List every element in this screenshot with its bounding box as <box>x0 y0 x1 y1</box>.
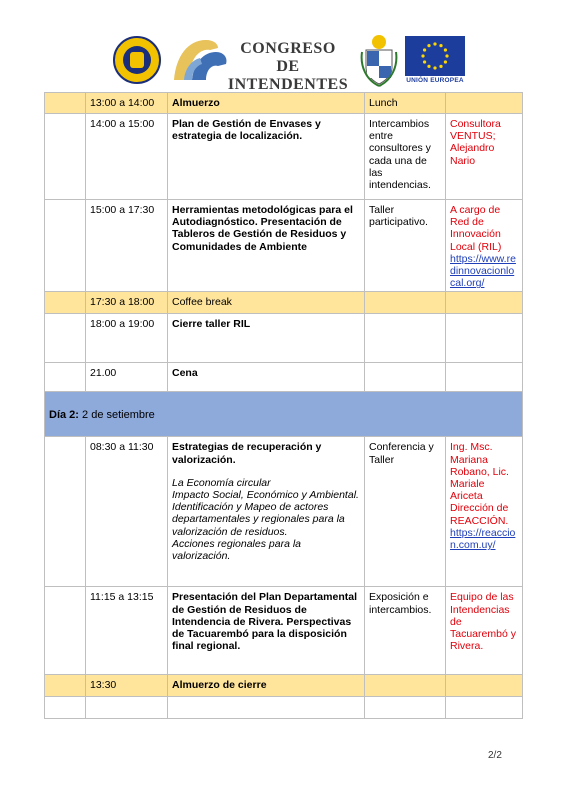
sub-item: Acciones regionales para la valorización. <box>172 537 301 563</box>
time-cell: 17:30 a 18:00 <box>86 292 168 314</box>
day-header-row <box>45 392 523 437</box>
schedule-row <box>45 437 523 587</box>
activity-cell: Cena <box>168 363 365 392</box>
sub-item: Impacto Social, Económico y Ambiental. <box>172 489 359 502</box>
responsible-text: A cargo de Red de Innovación Local (RIL) <box>450 204 502 253</box>
responsible-text: Ing. Msc. Mariana Robano, Lic. Mariale Ariceta Dirección de REACCIÓN. <box>450 441 509 527</box>
page-header <box>0 0 564 92</box>
eu-label: UNIÓN EUROPEA <box>406 77 464 84</box>
reaccion-link[interactable]: https://reaccion.com.uy/ <box>450 526 516 552</box>
method-cell <box>365 363 446 392</box>
blank-cell <box>45 437 86 587</box>
schedule-table <box>44 92 523 719</box>
method-cell: Intercambios entre consultores y cada una de las intendencias. <box>365 114 446 200</box>
blank-cell <box>365 697 446 719</box>
time-cell: 08:30 a 11:30 <box>86 437 168 587</box>
day-header-cell <box>45 392 523 437</box>
blank-cell <box>45 314 86 363</box>
responsible-cell <box>446 363 523 392</box>
association-seal-logo <box>113 36 161 84</box>
activity-cell: Plan de Gestión de Envases y estrategia de localización. <box>168 114 365 200</box>
activity-cell: Almuerzo <box>168 93 365 114</box>
method-cell: Lunch <box>365 93 446 114</box>
title-line-1: CONGRESO <box>240 40 336 57</box>
blank-cell <box>45 114 86 200</box>
blank-cell <box>45 93 86 114</box>
time-cell: 21.00 <box>86 363 168 392</box>
method-cell <box>365 292 446 314</box>
ril-link[interactable]: https://www.redinnovacionlocal.org/ <box>450 252 516 290</box>
schedule-row <box>45 587 523 675</box>
method-cell <box>365 314 446 363</box>
schedule-row <box>45 314 523 363</box>
day-label: Día 2: <box>49 409 79 422</box>
activity-cell: Herramientas metodológicas para el Autodiagnóstico. Presentación de Tableros de Gestión de Residuos y Comunidades de Ambiente <box>168 200 365 292</box>
method-cell <box>365 675 446 697</box>
schedule-row <box>45 292 523 314</box>
blank-cell <box>45 292 86 314</box>
time-cell: 13:30 <box>86 675 168 697</box>
responsible-cell <box>446 437 523 587</box>
responsible-cell: Consultora VENTUS; Alejandro Nario <box>446 114 523 200</box>
responsible-cell <box>446 200 523 292</box>
sub-item: La Economía circular <box>172 476 271 489</box>
congreso-title <box>218 40 358 94</box>
time-cell: 18:00 a 19:00 <box>86 314 168 363</box>
blank-cell <box>45 587 86 675</box>
responsible-cell <box>446 292 523 314</box>
blank-cell <box>45 363 86 392</box>
page-number: 2/2 <box>488 750 502 761</box>
activity-cell: Presentación del Plan Departamental de Gestión de Residuos de Intendencia de Rivera. Perspectivas de Tacuarembó para la disposición final regional. <box>168 587 365 675</box>
activity-cell: Coffee break <box>168 292 365 314</box>
schedule-row-empty <box>45 697 523 719</box>
method-cell: Exposición e intercambios. <box>365 587 446 675</box>
blank-cell <box>45 697 86 719</box>
blank-cell <box>168 697 365 719</box>
sub-item: Identificación y Mapeo de actores departamentales y regionales para la valorización de residuos. <box>172 501 345 538</box>
activity-cell: Almuerzo de cierre <box>168 675 365 697</box>
method-cell: Conferencia y Taller <box>365 437 446 587</box>
time-cell: 13:00 a 14:00 <box>86 93 168 114</box>
schedule-row <box>45 114 523 200</box>
blank-cell <box>86 697 168 719</box>
eu-stars-icon <box>405 36 465 76</box>
time-cell: 11:15 a 13:15 <box>86 587 168 675</box>
schedule-row <box>45 363 523 392</box>
title-line-2: DE INTENDENTES <box>227 58 349 93</box>
schedule-row <box>45 200 523 292</box>
responsible-cell <box>446 314 523 363</box>
blank-cell <box>45 675 86 697</box>
responsible-cell <box>446 675 523 697</box>
responsible-cell: Equipo de las Intendencias de Tacuarembó y Rivera. <box>446 587 523 675</box>
schedule-row <box>45 675 523 697</box>
responsible-cell <box>446 93 523 114</box>
schedule-row <box>45 93 523 114</box>
activity-title: Estrategias de recuperación y valorización. <box>172 441 322 466</box>
blank-cell <box>45 200 86 292</box>
uruguay-coat-of-arms <box>360 32 398 88</box>
eu-flag <box>405 36 465 76</box>
activity-cell <box>168 437 365 587</box>
time-cell: 14:00 a 15:00 <box>86 114 168 200</box>
blank-cell <box>446 697 523 719</box>
activity-cell: Cierre taller RIL <box>168 314 365 363</box>
time-cell: 15:00 a 17:30 <box>86 200 168 292</box>
day-date: 2 de setiembre <box>82 409 155 422</box>
seal-emblem <box>130 52 144 68</box>
method-cell: Taller participativo. <box>365 200 446 292</box>
